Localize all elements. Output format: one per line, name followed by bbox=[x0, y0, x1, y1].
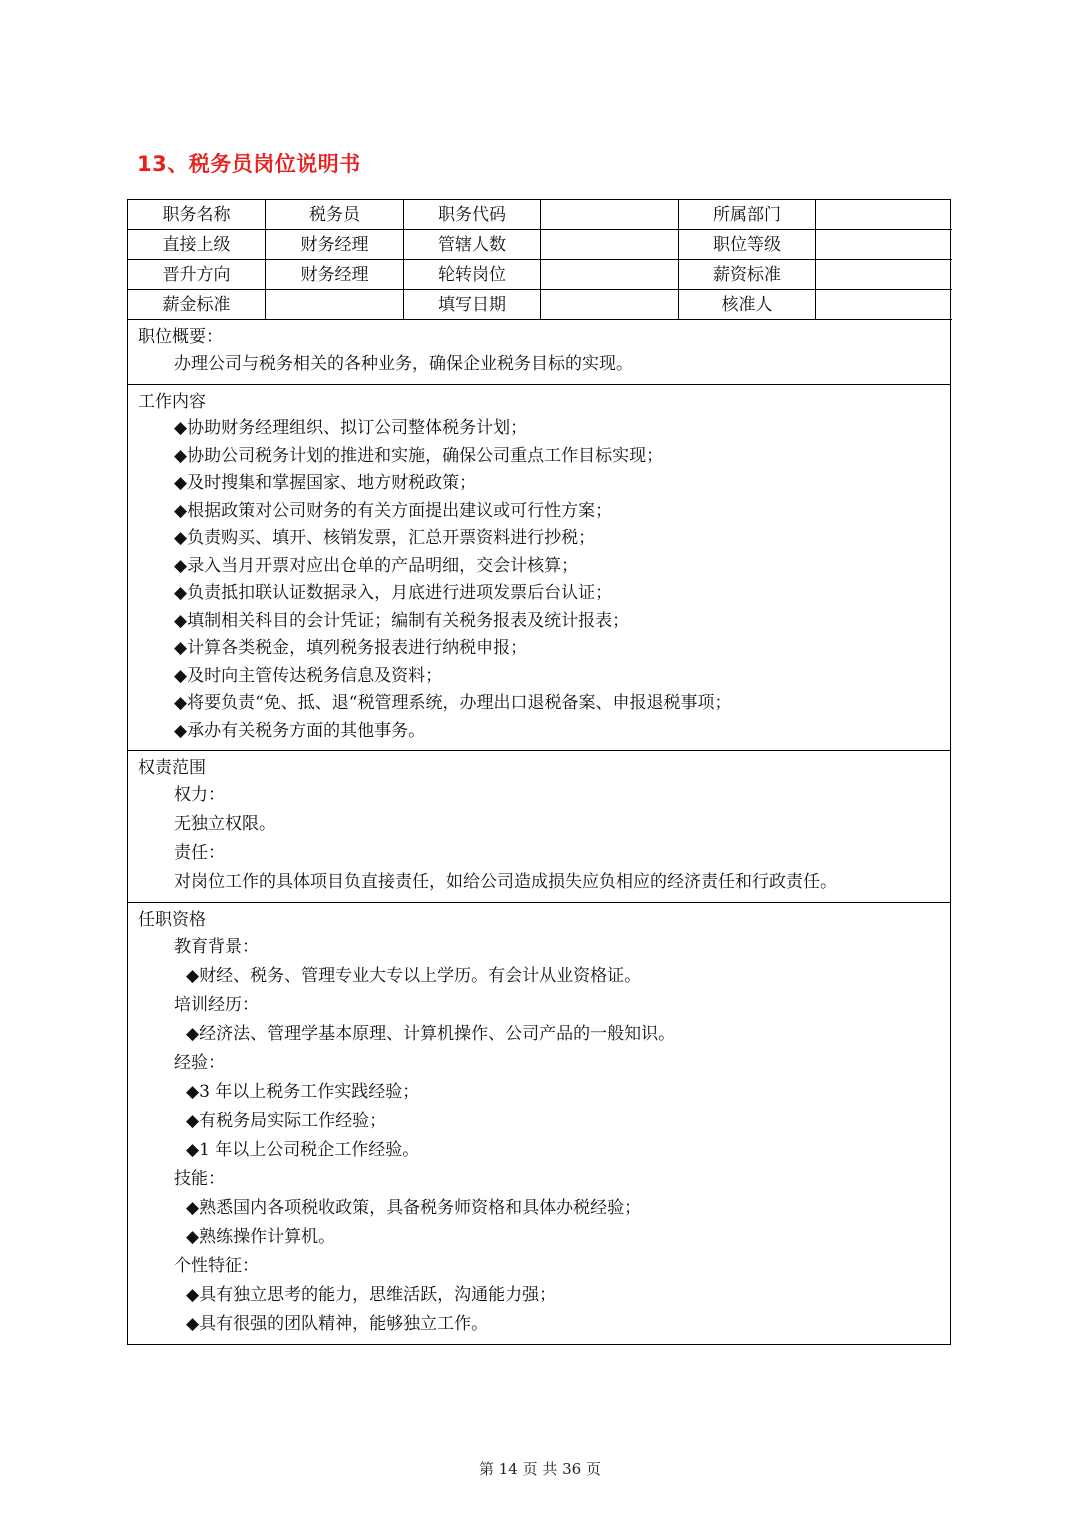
personality-item: ◆具有很强的团队精神，能够独立工作。 bbox=[186, 1314, 489, 1334]
work-item: ◆填制相关科目的会计凭证；编制有关税务报表及统计报表； bbox=[174, 610, 630, 631]
work-content-heading: 工作内容 bbox=[138, 392, 206, 412]
overview-section bbox=[128, 320, 950, 385]
work-item: ◆录入当月开票对应出仓单的产品明细，交会计核算； bbox=[174, 555, 579, 576]
skills-item: ◆熟练操作计算机。 bbox=[186, 1227, 336, 1247]
education-item: ◆财经、税务、管理专业大专以上学历。有会计从业资格证。 bbox=[186, 966, 642, 986]
overview-text: 办理公司与税务相关的各种业务，确保企业税务目标的实现。 bbox=[174, 354, 633, 374]
training-label: 培训经历： bbox=[174, 995, 259, 1015]
overview-heading: 职位概要： bbox=[138, 327, 223, 347]
info-cell bbox=[816, 200, 952, 230]
qualification-section bbox=[128, 903, 950, 1344]
info-cell: 薪金标准 bbox=[128, 290, 266, 320]
experience-item: ◆1 年以上公司税企工作经验。 bbox=[186, 1140, 420, 1160]
info-cell bbox=[816, 230, 952, 260]
power-text: 无独立权限。 bbox=[174, 814, 276, 834]
info-cell bbox=[816, 290, 952, 320]
page-footer: 第 14 页 共 36 页 bbox=[478, 1460, 601, 1478]
skills-item: ◆熟悉国内各项税收政策，具备税务师资格和具体办税经验； bbox=[186, 1198, 642, 1218]
job-description-table bbox=[127, 199, 951, 1345]
info-cell: 职位等级 bbox=[679, 230, 816, 260]
page-title: 13、税务员岗位说明书 bbox=[137, 152, 361, 176]
info-cell: 财务经理 bbox=[266, 260, 404, 290]
info-cell bbox=[266, 290, 404, 320]
info-cell: 核准人 bbox=[679, 290, 816, 320]
info-cell bbox=[816, 260, 952, 290]
work-item: ◆及时向主管传达税务信息及资料； bbox=[174, 665, 443, 686]
info-cell: 填写日期 bbox=[404, 290, 541, 320]
info-cell: 职务代码 bbox=[404, 200, 541, 230]
work-item: ◆负责抵扣联认证数据录入，月底进行进项发票后台认证； bbox=[174, 583, 613, 603]
work-item: ◆根据政策对公司财务的有关方面提出建议或可行性方案； bbox=[174, 500, 613, 521]
info-cell: 直接上级 bbox=[128, 230, 266, 260]
info-cell: 所属部门 bbox=[679, 200, 816, 230]
info-cell: 轮转岗位 bbox=[404, 260, 541, 290]
info-cell: 薪资标准 bbox=[679, 260, 816, 290]
work-item: ◆及时搜集和掌握国家、地方财税政策； bbox=[174, 473, 477, 493]
work-item: ◆将要负责“免、抵、退“税管理系统，办理出口退税备案、申报退税事项； bbox=[174, 693, 732, 713]
work-content-section bbox=[128, 385, 950, 751]
experience-item: ◆3 年以上税务工作实践经验； bbox=[186, 1082, 420, 1102]
duty-text: 对岗位工作的具体项目负直接责任，如给公司造成损失应负相应的经济责任和行政责任。 bbox=[174, 872, 837, 892]
qualification-heading: 任职资格 bbox=[138, 910, 206, 930]
personality-item: ◆具有独立思考的能力，思维活跃，沟通能力强； bbox=[186, 1285, 557, 1305]
info-cell: 财务经理 bbox=[266, 230, 404, 260]
skills-label: 技能： bbox=[174, 1169, 225, 1189]
work-item: ◆负责购买、填开、核销发票，汇总开票资料进行抄税； bbox=[174, 528, 596, 548]
experience-label: 经验： bbox=[174, 1053, 225, 1073]
info-cell: 税务员 bbox=[266, 200, 404, 230]
authority-heading: 权责范围 bbox=[138, 758, 206, 778]
info-cell: 职务名称 bbox=[128, 200, 266, 230]
training-item: ◆经济法、管理学基本原理、计算机操作、公司产品的一般知识。 bbox=[186, 1024, 676, 1044]
info-cell bbox=[541, 290, 679, 320]
info-cell bbox=[541, 200, 679, 230]
info-cell: 晋升方向 bbox=[128, 260, 266, 290]
personality-label: 个性特征： bbox=[174, 1256, 259, 1276]
work-item: ◆协助财务经理组织、拟订公司整体税务计划； bbox=[174, 418, 528, 438]
work-item: ◆承办有关税务方面的其他事务。 bbox=[174, 720, 426, 741]
info-cell bbox=[541, 230, 679, 260]
duty-label: 责任： bbox=[174, 843, 225, 863]
power-label: 权力： bbox=[174, 785, 225, 805]
education-label: 教育背景： bbox=[174, 937, 259, 957]
work-item: ◆协助公司税务计划的推进和实施，确保公司重点工作目标实现； bbox=[174, 445, 664, 466]
experience-item: ◆有税务局实际工作经验； bbox=[186, 1111, 387, 1131]
job-info-grid bbox=[128, 200, 950, 320]
info-cell bbox=[541, 260, 679, 290]
work-item: ◆计算各类税金，填列税务报表进行纳税申报； bbox=[174, 638, 528, 658]
info-cell: 管辖人数 bbox=[404, 230, 541, 260]
authority-section bbox=[128, 751, 950, 903]
